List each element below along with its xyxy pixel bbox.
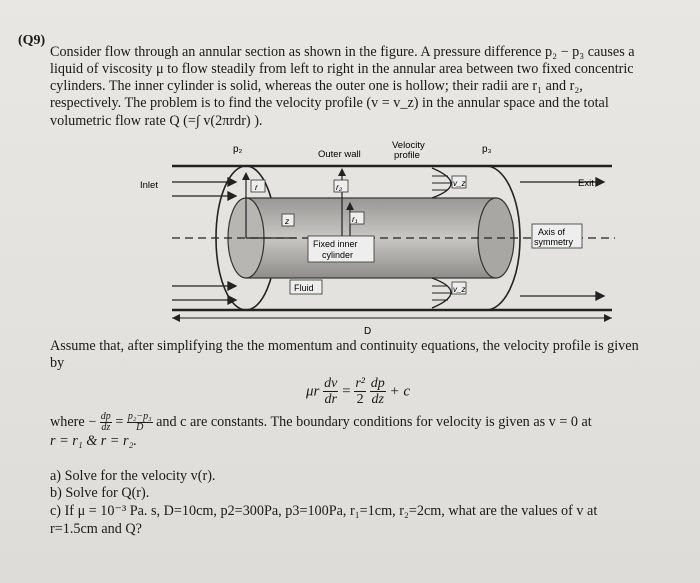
velocity-equation — [306, 376, 410, 407]
r2-arrowhead — [338, 168, 346, 176]
where-den: D — [136, 422, 144, 433]
where-num: p₂−p₃ — [127, 411, 152, 422]
r-axis-head — [242, 172, 250, 180]
r-box — [251, 180, 265, 192]
where-prefix: where − — [50, 414, 97, 430]
eq-r2: r² — [355, 376, 365, 391]
intro-line-2: liquid of viscosity μ to flow steadily from left to right in the annular area between two fixed concentric — [50, 61, 634, 77]
inlet-arrows — [172, 178, 236, 304]
intro-line-1: Consider flow through an annular section as shown in the figure. A pressure difference p₂ − p₃ causes a — [50, 44, 635, 60]
intro-line-3: cylinders. The inner cylinder is solid, whereas the outer one is hollow; their radii are r₁ and r₂, — [50, 78, 583, 94]
eq-dz: dz — [371, 392, 384, 407]
where-line — [50, 412, 592, 433]
label-d: D — [364, 326, 372, 337]
assume-line-1: Assume that, after simplifying the the momentum and continuity equations, the velocity profile is given — [50, 338, 639, 354]
eq-r2-over-2 — [354, 376, 366, 407]
intro-line-5: volumetric flow rate Q (=∫ v(2πrdr) ). — [50, 113, 263, 129]
box-r2-text: r₂ — [336, 182, 343, 192]
part-c-line-1: c) If μ = 10⁻³ Pa. s, D=10cm, p2=300Pa, p3=100Pa, r₁=1cm, r₂=2cm, what are the values of v at — [50, 503, 598, 519]
eq-plus-c: + c — [389, 383, 410, 400]
label-profile: profile — [394, 150, 420, 161]
label-axis-2: symmetry — [534, 237, 573, 247]
where-equals: = — [115, 414, 124, 430]
eq-two: 2 — [356, 392, 364, 407]
where-dp: dp — [100, 411, 111, 422]
intro-line-4: respectively. The problem is to find the velocity profile (v = v_z) in the annular space and the total — [50, 95, 609, 111]
inner-cylinder-right-end — [478, 198, 514, 278]
label-fixed-2: cylinder — [322, 250, 354, 260]
eq-dvdr — [323, 376, 338, 407]
eq-equals: = — [342, 383, 351, 400]
label-velocity: Velocity — [392, 140, 425, 151]
label-inlet: Inlet — [140, 180, 158, 191]
box-r-text: r — [255, 182, 258, 192]
assume-line-2: by — [50, 355, 65, 371]
where-dpdz — [100, 412, 112, 433]
d-arrow-left — [172, 314, 180, 322]
where-fraction — [127, 412, 153, 433]
eq-dp: dp — [370, 376, 385, 391]
where-rest: and c are constants. The boundary conditions for velocity is given as v = 0 at — [156, 414, 592, 430]
label-fluid: Fluid — [294, 283, 314, 293]
eq-dpdz — [370, 376, 386, 407]
box-r1-text: r₁ — [352, 214, 358, 224]
box-z-text: z — [285, 216, 290, 226]
box-vz-top-text: v_z — [453, 179, 466, 188]
eq-lhs: μr — [306, 383, 320, 400]
label-p3: p₃ — [482, 144, 492, 155]
label-p2: p₂ — [233, 144, 243, 155]
question-number: (Q9) — [18, 33, 46, 48]
box-vz-bottom-text: v_z — [453, 285, 466, 294]
part-a: a) Solve for the velocity v(r). — [50, 468, 216, 484]
part-b: b) Solve for Q(r). — [50, 485, 150, 501]
part-c-line-2: r=1.5cm and Q? — [50, 521, 142, 537]
d-arrow-right — [604, 314, 612, 322]
label-exit: Exit — [578, 178, 594, 189]
where-dz: dz — [101, 422, 111, 433]
label-outer-wall: Outer wall — [318, 149, 361, 160]
label-fixed-1: Fixed inner — [313, 239, 358, 249]
eq-dr: dr — [324, 392, 337, 407]
label-axis-1: Axis of — [538, 227, 566, 237]
bc-line: r = r₁ & r = r₂. — [50, 433, 137, 449]
eq-dv: dv — [324, 376, 338, 391]
